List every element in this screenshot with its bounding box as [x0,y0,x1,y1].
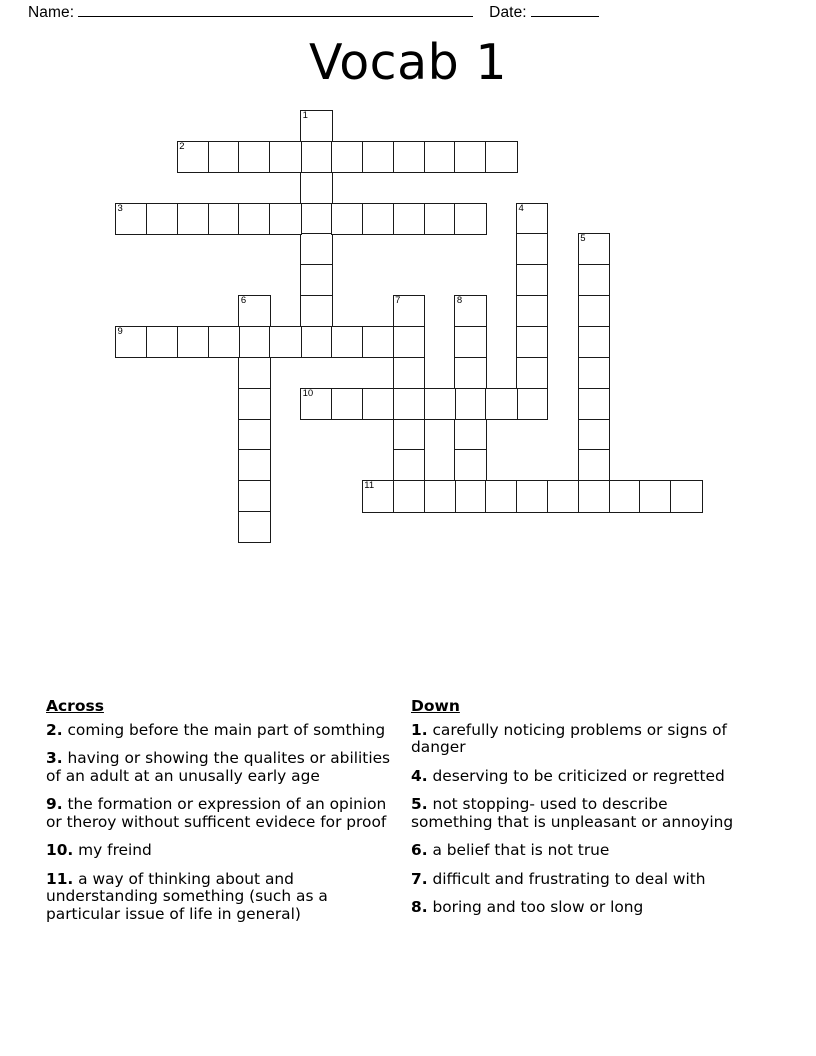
crossword-cell[interactable] [238,511,270,543]
crossword-cell[interactable] [300,110,332,142]
crossword-cell[interactable] [454,480,486,512]
clue-text: not stopping- used to describe something that is unpleasant or annoying [411,795,734,831]
crossword-cell[interactable] [485,141,517,173]
clue-item [46,871,404,924]
crossword-cell[interactable] [300,326,332,358]
crossword-cell[interactable] [238,449,270,481]
clue-text: coming before the main part of somthing [62,720,386,739]
crossword-cell-number: 8 [456,295,463,307]
crossword-cell[interactable] [578,326,610,358]
crossword-cell[interactable] [269,326,301,358]
crossword-cell-number: 9 [117,325,123,337]
crossword-cell[interactable] [516,264,548,296]
crossword-cell[interactable] [578,419,610,451]
crossword-cell[interactable] [485,388,517,420]
crossword-cell[interactable] [177,141,209,173]
crossword-cell[interactable] [578,480,610,512]
clue-number: 9. [46,795,63,814]
across-clue-list [46,722,404,924]
crossword-cell[interactable] [516,295,548,327]
crossword-cell[interactable] [300,203,332,235]
crossword-cell[interactable] [516,326,548,358]
crossword-cell[interactable] [362,388,394,420]
clue-number: 11. [46,869,74,888]
crossword-cell-number: 3 [117,202,123,214]
crossword-cell[interactable] [208,326,240,358]
clue-item [46,842,404,860]
clue-text: deserving to be criticized or regretted [427,766,725,785]
crossword-cell[interactable] [300,172,332,204]
clue-text: a belief that is not true [427,841,610,860]
crossword-cell[interactable] [362,141,394,173]
crossword-cell[interactable] [393,480,425,512]
clue-text: my freind [73,841,152,860]
crossword-cell[interactable] [238,388,270,420]
clue-item [411,722,751,757]
crossword-cell[interactable] [238,480,270,512]
crossword-cell[interactable] [393,141,425,173]
crossword-cell[interactable] [454,357,486,389]
crossword-cell[interactable] [269,141,301,173]
crossword-cell[interactable] [362,203,394,235]
crossword-cell[interactable] [393,357,425,389]
clue-item [411,871,751,889]
crossword-cell[interactable] [424,203,456,235]
clue-number: 7. [411,869,428,888]
crossword-cell-number: 10 [302,387,314,399]
crossword-cell[interactable] [393,449,425,481]
clue-item [411,899,751,917]
crossword-cell[interactable] [208,141,240,173]
crossword-cell[interactable] [454,295,486,327]
page-title: Vocab 1 [308,34,508,91]
crossword-cell[interactable] [208,203,240,235]
clue-number: 3. [46,749,63,768]
crossword-cell[interactable] [454,449,486,481]
clue-item [411,768,751,786]
crossword-cell[interactable] [578,295,610,327]
crossword-cell-number: 7 [395,295,401,307]
crossword-cell[interactable] [393,295,425,327]
crossword-cell[interactable] [331,141,363,173]
across-heading: Across [46,697,104,715]
crossword-cell-number: 2 [179,140,185,152]
name-label: Name: [28,4,75,21]
crossword-cell[interactable] [393,388,425,420]
across-clues-column [46,698,404,934]
crossword-cell[interactable] [578,388,610,420]
crossword-cell[interactable] [547,480,579,512]
clue-text: boring and too slow or long [427,898,644,917]
crossword-cell[interactable] [393,326,425,358]
crossword-cell[interactable] [238,295,270,327]
crossword-cell[interactable] [516,480,548,512]
crossword-cell[interactable] [269,203,301,235]
crossword-cell[interactable] [300,295,332,327]
clue-item [46,796,404,831]
crossword-cell[interactable] [454,419,486,451]
crossword-cell[interactable] [424,388,456,420]
crossword-cell[interactable] [393,203,425,235]
crossword-cell[interactable] [578,449,610,481]
crossword-cell[interactable] [454,141,486,173]
clue-number: 4. [411,766,428,785]
crossword-cell[interactable] [300,388,332,420]
crossword-cell[interactable] [516,357,548,389]
crossword-cell[interactable] [578,264,610,296]
down-heading: Down [411,697,460,715]
crossword-cell[interactable] [362,326,394,358]
crossword-cell[interactable] [238,419,270,451]
crossword-cell[interactable] [300,264,332,296]
crossword-cell[interactable] [516,388,548,420]
crossword-cell[interactable] [424,141,456,173]
crossword-cell-number: 5 [580,233,586,245]
clue-number: 2. [46,720,63,739]
crossword-cell[interactable] [331,203,363,235]
crossword-cell[interactable] [331,388,363,420]
clue-text: having or showing the qualites or abilities of an adult at an unusally early age [46,749,391,785]
down-clue-list [411,722,751,917]
crossword-cell[interactable] [485,480,517,512]
clue-number: 8. [411,898,428,917]
crossword-cell[interactable] [516,233,548,265]
clue-text: difficult and frustrating to deal with [427,869,706,888]
crossword-cell[interactable] [331,326,363,358]
clue-item [46,750,404,785]
crossword-cell[interactable] [454,326,486,358]
crossword-cell[interactable] [516,203,548,235]
date-label: Date: [489,4,527,21]
crossword-cell[interactable] [238,141,270,173]
crossword-cell[interactable] [300,141,332,173]
crossword-cell[interactable] [238,203,270,235]
crossword-cell[interactable] [238,357,270,389]
crossword-cell[interactable] [393,419,425,451]
crossword-cell[interactable] [362,480,394,512]
crossword-cell-number: 1 [302,110,308,121]
crossword-cell-number: 4 [518,202,524,214]
clue-number: 10. [46,841,74,860]
crossword-cell[interactable] [146,203,178,235]
crossword-cell[interactable] [578,233,610,265]
crossword-cell-number: 6 [240,295,247,307]
crossword-cell[interactable] [177,203,209,235]
crossword-cell-number: 11 [364,480,375,492]
crossword-cell[interactable] [639,480,671,512]
crossword-cell[interactable] [177,326,209,358]
crossword-cell[interactable] [115,326,147,358]
down-clues-column [411,698,751,928]
crossword-cell[interactable] [454,203,486,235]
clue-text: carefully noticing problems or signs of danger [411,720,727,757]
crossword-cell[interactable] [300,233,332,265]
crossword-cell[interactable] [609,480,641,512]
clue-text: a way of thinking about and understanding something (such as a particular issue of life in general) [46,869,328,923]
clue-number: 1. [411,720,428,739]
clue-text: the formation or expression of an opinion or theroy without sufficent evidece for proof [46,795,387,831]
clue-number: 5. [411,795,428,814]
crossword-cell[interactable] [670,480,702,512]
crossword-cell[interactable] [115,203,147,235]
crossword-cell[interactable] [578,357,610,389]
clue-item [46,722,404,740]
crossword-cell[interactable] [424,480,456,512]
clue-number: 6. [411,841,428,860]
clues-section [0,698,816,998]
clue-item [411,842,751,860]
crossword-cell[interactable] [146,326,178,358]
crossword-cell[interactable] [238,326,270,358]
clue-item [411,796,751,831]
crossword-cell[interactable] [454,388,486,420]
